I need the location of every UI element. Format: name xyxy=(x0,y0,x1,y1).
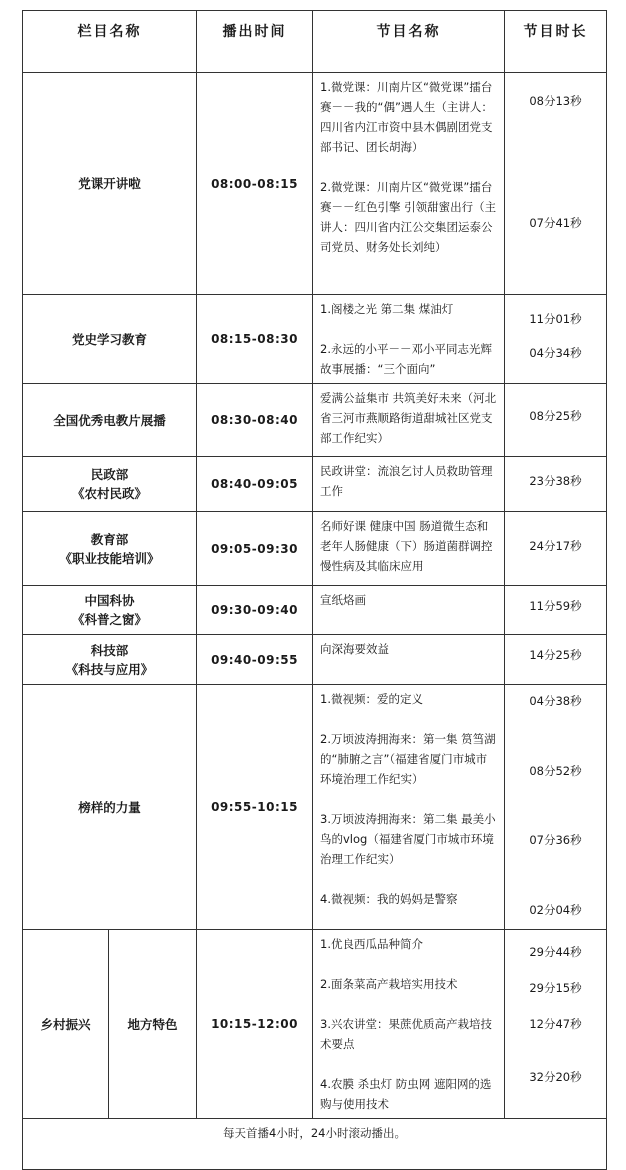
column-name-line: 党史学习教育 xyxy=(71,331,147,347)
column-name-line: 《科普之窗》 xyxy=(71,612,147,627)
duration-value: 14分25秒 xyxy=(529,648,582,662)
duration-value: 24分17秒 xyxy=(529,539,582,553)
program-item: 爱满公益集市 共筑美好未来（河北省三河市燕顺路街道甜城社区党支部工作纪实） xyxy=(320,391,497,445)
duration-value: 11分59秒 xyxy=(529,599,582,613)
duration-value: 11分01秒 xyxy=(529,312,582,326)
column-name-line: 中国科协 xyxy=(84,593,135,608)
duration-cell xyxy=(505,586,607,635)
program-cell xyxy=(313,930,505,1119)
column-name-cell xyxy=(23,930,109,1119)
duration-value: 04分38秒 xyxy=(529,694,582,708)
footer-note: 每天首播4小时，24小时滚动播出。 xyxy=(23,1119,607,1170)
table-row xyxy=(23,512,607,586)
program-item: 2.万顷波涛拥海来：第一集 筼筜湖的“肺腑之言”（福建省厦门市城市环境治理工作纪实） xyxy=(320,732,496,786)
air-time-cell: 08:30-08:40 xyxy=(197,384,313,457)
column-name-cell xyxy=(23,73,197,295)
column-name-line: 《农村民政》 xyxy=(71,486,147,501)
duration-cell xyxy=(505,295,607,384)
program-item: 2.面条菜高产栽培实用技术 xyxy=(320,977,458,991)
column-name-line: 党课开讲啦 xyxy=(78,176,141,191)
program-item: 3.兴农讲堂：果蔗优质高产栽培技术要点 xyxy=(320,1017,492,1051)
program-item: 1.优良西瓜品种简介 xyxy=(320,937,423,951)
air-time-cell: 09:30-09:40 xyxy=(197,586,313,635)
duration-value: 04分34秒 xyxy=(529,346,582,360)
program-item: 名师好课 健康中国 肠道微生态和老年人肠健康（下）肠道菌群调控慢性病及其临床应用 xyxy=(320,519,493,573)
sub-column-name-cell: 地方特色 xyxy=(109,930,197,1119)
duration-cell xyxy=(505,384,607,457)
column-name-line: 乡村振兴 xyxy=(40,1016,91,1032)
duration-value: 07分36秒 xyxy=(529,833,582,847)
program-item: 2.永远的小平－－邓小平同志光辉故事展播：“三个面向” xyxy=(320,342,492,376)
program-cell xyxy=(313,512,505,586)
air-time-cell: 08:40-09:05 xyxy=(197,457,313,512)
column-name-line: 全国优秀电教片展播 xyxy=(53,412,166,428)
footer-row xyxy=(23,1119,607,1170)
column-name-line: 科技部 xyxy=(90,642,129,658)
program-item: 民政讲堂：流浪乞讨人员救助管理工作 xyxy=(320,464,493,498)
table-row xyxy=(23,635,607,685)
program-item: 2.微党课：川南片区“微党课”擂台赛－－红色引擎 引领甜蜜出行（主讲人：四川省内江公交集团运泰公司党员、财务处长刘纯） xyxy=(320,180,497,254)
program-cell xyxy=(313,457,505,512)
air-time-cell: 09:55-10:15 xyxy=(197,685,313,930)
program-cell xyxy=(313,384,505,457)
table-row xyxy=(23,930,607,1119)
program-item: 向深海要效益 xyxy=(320,642,389,656)
duration-cell xyxy=(505,73,607,295)
program-item: 1.微视频：爱的定义 xyxy=(320,692,423,706)
schedule-table xyxy=(22,10,607,1170)
column-name-line: 榜样的力量 xyxy=(78,799,141,815)
column-name-line: 《职业技能培训》 xyxy=(59,550,160,566)
table-row xyxy=(23,73,607,295)
program-item: 1.阁楼之光 第二集 煤油灯 xyxy=(320,302,454,316)
program-item: 4.微视频：我的妈妈是警察 xyxy=(320,892,458,906)
header-duration: 节目时长 xyxy=(505,11,607,73)
table-row xyxy=(23,295,607,384)
table-row xyxy=(23,586,607,635)
duration-value: 23分38秒 xyxy=(529,474,582,488)
air-time-cell: 08:15-08:30 xyxy=(197,295,313,384)
column-name-line: 民政部 xyxy=(90,467,129,482)
header-program-name: 节目名称 xyxy=(313,11,505,73)
air-time-cell: 10:15-12:00 xyxy=(197,930,313,1119)
program-cell xyxy=(313,685,505,930)
column-name-line: 教育部 xyxy=(90,531,129,547)
table-row xyxy=(23,384,607,457)
duration-cell xyxy=(505,635,607,685)
duration-cell xyxy=(505,457,607,512)
program-cell xyxy=(313,635,505,685)
duration-value: 07分41秒 xyxy=(529,216,582,230)
program-cell xyxy=(313,586,505,635)
air-time-cell: 09:05-09:30 xyxy=(197,512,313,586)
program-item: 4.农膜 杀虫灯 防虫网 遮阳网的选购与使用技术 xyxy=(320,1077,492,1111)
header-row xyxy=(23,11,607,73)
duration-cell xyxy=(505,930,607,1119)
column-name-cell xyxy=(23,384,197,457)
column-name-cell xyxy=(23,295,197,384)
program-cell xyxy=(313,73,505,295)
column-name-cell xyxy=(23,586,197,635)
table-row xyxy=(23,457,607,512)
duration-cell xyxy=(505,685,607,930)
column-name-cell xyxy=(23,635,197,685)
program-cell xyxy=(313,295,505,384)
duration-value: 12分47秒 xyxy=(529,1017,582,1031)
column-name-cell xyxy=(23,685,197,930)
duration-value: 08分25秒 xyxy=(529,409,582,423)
duration-value: 29分44秒 xyxy=(529,945,582,959)
duration-value: 02分04秒 xyxy=(529,903,582,917)
header-column-name: 栏目名称 xyxy=(23,11,197,73)
duration-value: 08分52秒 xyxy=(529,764,582,778)
header-air-time: 播出时间 xyxy=(197,11,313,73)
table-row xyxy=(23,685,607,930)
column-name-line: 《科技与应用》 xyxy=(65,661,154,677)
program-item: 1.微党课：川南片区“微党课”擂台赛－－我的“偶”遇人生（主讲人：四川省内江市资中县木偶剧团党支部书记、团长胡海） xyxy=(320,80,493,154)
duration-value: 32分20秒 xyxy=(529,1070,582,1084)
program-item: 宣纸烙画 xyxy=(320,593,366,607)
column-name-cell xyxy=(23,457,197,512)
program-item: 3.万顷波涛拥海来：第二集 最美小鸟的vlog（福建省厦门市城市环境治理工作纪实） xyxy=(320,812,496,866)
column-name-cell xyxy=(23,512,197,586)
air-time-cell: 08:00-08:15 xyxy=(197,73,313,295)
air-time-cell: 09:40-09:55 xyxy=(197,635,313,685)
duration-value: 29分15秒 xyxy=(529,981,582,995)
duration-cell xyxy=(505,512,607,586)
duration-value: 08分13秒 xyxy=(529,94,582,108)
